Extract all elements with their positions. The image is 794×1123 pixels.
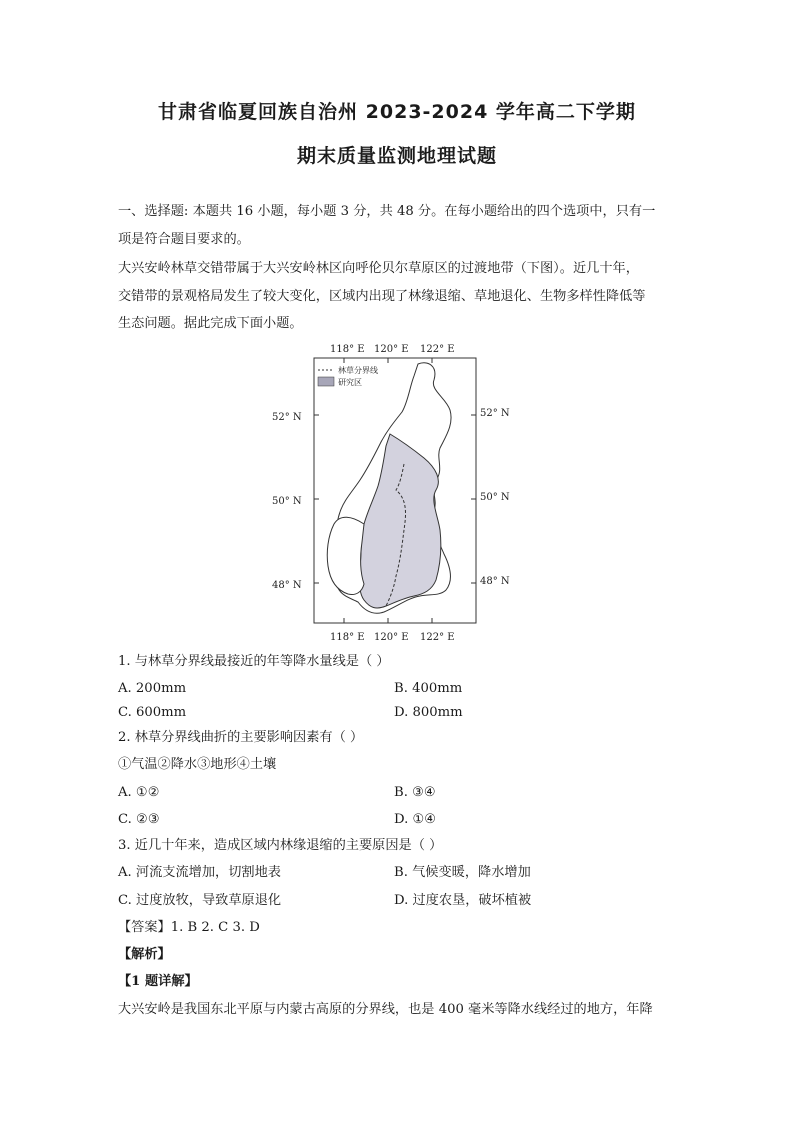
detail-text: 大兴安岭是我国东北平原与内蒙古高原的分界线，也是 400 毫米等降水线经过的地方，年降 (118, 1002, 653, 1017)
legend-boundary-label: 林草分界线 (338, 366, 378, 375)
passage-line-3: 生态问题。据此完成下面小题。 (118, 316, 303, 331)
legend-area-symbol (318, 377, 334, 386)
detail-heading: 【1 题详解】 (118, 974, 198, 989)
map-left-label-52: 52° N (272, 412, 302, 423)
passage-line-2: 交错带的景观格局发生了较大变化，区域内出现了林缘退缩、草地退化、生物多样性降低等 (118, 289, 646, 304)
passage-line-1: 大兴安岭林草交错带属于大兴安岭林区向呼伦贝尔草原区的过渡地带（下图）。近几十年， (118, 261, 639, 276)
map-bottom-label-118: 118° E (330, 632, 365, 643)
question-1-stem: 1. 与林草分界线最接近的年等降水量线是（ ） (118, 654, 390, 669)
map-top-label-120: 120° E (374, 344, 409, 355)
map-right-label-48: 48° N (480, 576, 510, 587)
document-title-line-1: 甘肃省临夏回族自治州 2023-2024 学年高二下学期 (158, 101, 636, 123)
document-title-line-2: 期末质量监测地理试题 (296, 145, 497, 167)
question-1-option-b[interactable]: B. 400mm (394, 681, 463, 696)
question-1-option-a[interactable]: A. 200mm (118, 681, 187, 696)
question-3-stem: 3. 近几十年来，造成区域内林缘退缩的主要原因是（ ） (118, 838, 443, 853)
question-2-option-d[interactable]: D. ①④ (394, 812, 437, 827)
question-3-option-d[interactable]: D. 过度农垦，破坏植被 (394, 893, 532, 908)
legend-area-label: 研究区 (338, 378, 362, 387)
map-right-label-52: 52° N (480, 408, 510, 419)
question-2-factors: ①气温②降水③地形④土壤 (118, 757, 277, 772)
question-3-option-c[interactable]: C. 过度放牧，导致草原退化 (118, 893, 282, 908)
map-left-label-48: 48° N (272, 580, 302, 591)
answer-line: 【答案】1. B 2. C 3. D (118, 920, 260, 935)
analysis-heading: 【解析】 (118, 947, 171, 962)
question-1-option-c[interactable]: C. 600mm (118, 705, 187, 720)
question-3-option-b[interactable]: B. 气候变暖，降水增加 (394, 865, 531, 880)
map-top-label-118: 118° E (330, 344, 365, 355)
question-3-option-a[interactable]: A. 河流支流增加，切割地表 (118, 865, 281, 880)
map-top-label-122: 122° E (420, 344, 455, 355)
map-left-label-50: 50° N (272, 496, 302, 507)
question-2-stem: 2. 林草分界线曲折的主要影响因素有（ ） (118, 730, 364, 745)
study-area-map (268, 340, 528, 645)
question-2-option-a[interactable]: A. ①② (118, 785, 160, 800)
question-2-option-b[interactable]: B. ③④ (394, 785, 436, 800)
map-bottom-label-120: 120° E (374, 632, 409, 643)
map-right-label-50: 50° N (480, 492, 510, 503)
question-1-option-d[interactable]: D. 800mm (394, 705, 463, 720)
section-instruction-line-2: 项是符合题目要求的。 (118, 232, 250, 247)
map-bottom-label-122: 122° E (420, 632, 455, 643)
question-2-option-c[interactable]: C. ②③ (118, 812, 160, 827)
section-instruction-line-1: 一、选择题: 本题共 16 小题，每小题 3 分，共 48 分。在每小题给出的四个选项中，只有一 (118, 204, 656, 219)
